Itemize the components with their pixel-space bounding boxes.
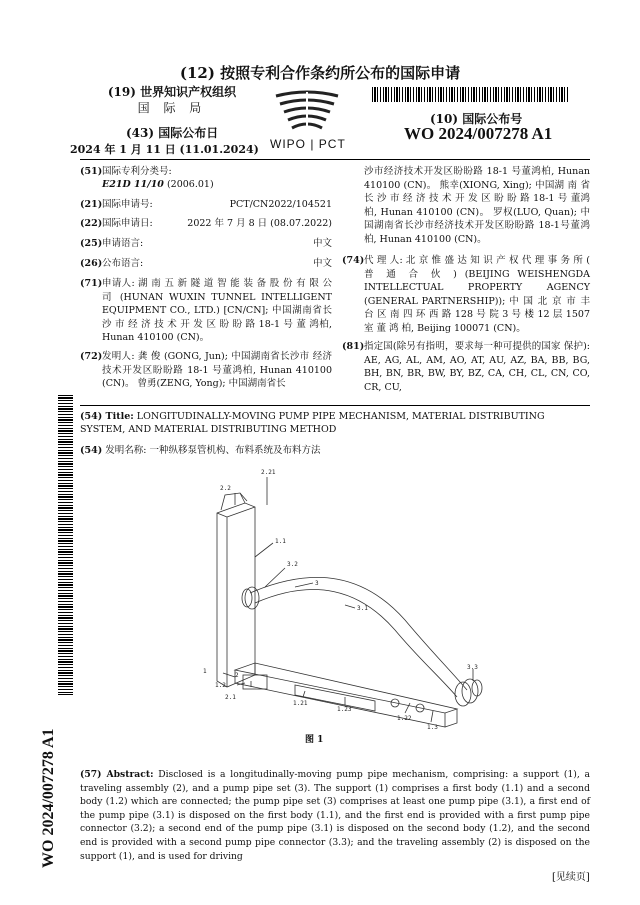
figure-label-1-23: 1.23 xyxy=(337,706,352,713)
figure-label-1-1: 1.1 xyxy=(275,538,286,545)
org-line1: 世界知识产权组织 xyxy=(140,85,237,99)
abstract: (57) Abstract: Disclosed is a longitudinally-moving pump pipe mechanism, comprising: a support (1), a traveling assembly (2), and a pump pipe set (3). The support (1) comprises a first body (1.1) and a second body (1.2) which are connected; the pump pipe set (3) comprises at least one pump pipe (3.1), a first end of the pump pipe (3.1) is disposed on the first body (1.1), and the first end is provided with a first pump pipe connector (3.2); a second end of the pump pipe (3.1) is disposed on the second body (1.2), and the second end is provided with a second pump pipe connector (3.3); and the traveling assembly (2) is disposed on the support (1), and is used for driving xyxy=(80,769,591,862)
side-publication-number: WO 2024/007278 A1 xyxy=(40,728,57,868)
figure-caption: 图 1 xyxy=(305,735,324,745)
figure-label-1-2: 1.2 xyxy=(215,682,226,689)
field-21: (21) 国际申请号: PCT/CN2022/104521 xyxy=(80,199,332,210)
field-25: (25) 申请语言: 中文 xyxy=(80,238,332,249)
figure-label-3-3: 3.3 xyxy=(467,664,478,671)
field-22: (22) 国际申请日: 2022 年 7 月 8 日 (08.07.2022) xyxy=(80,218,332,229)
figure-label-2-1: 2.1 xyxy=(225,694,236,701)
left-column: (51) 国际专利分类号: E21D 11/10 (2006.01) (21) 国际申请号: PCT/CN2022/104521 (22) 国际申请日: 2022 年 7 月 8 日 (08.07.2022) (25) 申请语言: 中文 (26) 公布语言: 中文 (71) 申请人: 湖 南 五 新 隧 道 智 能 装 备 股 份 有 限 公 司 (HUNAN WUXIN TUNNEL INTELLIGENT EQUIPMENT CO., LTD.) [CN/CN]; 中国湖南省长 沙 市 经 济 技 术 开 发 区 盼 盼 路 18-1 号 董 鸿柏, Hunan 410100 (CN)。 (72) 发明人: 龚 俊 (GONG, Jun); 中国湖南省长沙市 经济技术开发区盼盼路 18-1 号董鸿柏, Hunan 410100 (CN)。 曾勇(ZENG, Yong); 中国湖南省长 xyxy=(80,166,332,389)
publication-date-label: (43) 国际公布日 xyxy=(126,126,219,140)
figure-label-1-22: 1.22 xyxy=(397,715,412,722)
figure-label-3-2: 3.2 xyxy=(287,561,298,568)
field-26: (26) 公布语言: 中文 xyxy=(80,258,332,269)
figure-label-3: 3 xyxy=(315,580,319,587)
patent-figure-drawing xyxy=(195,465,505,730)
document-title: (12) 按照专利合作条约所公布的国际申请 xyxy=(179,64,461,82)
continued-marker: [见续页] xyxy=(552,872,590,883)
figure-label-2-2: 2.2 xyxy=(220,485,231,492)
title-chinese: (54) 发明名称: 一种纵移泵管机构、布料系统及布料方法 xyxy=(80,445,321,456)
body-divider xyxy=(80,405,590,406)
figure-label-1-3: 1.3 xyxy=(427,724,438,730)
figure-label-2-21: 2.21 xyxy=(261,469,276,476)
organization-name xyxy=(92,84,252,116)
figure-label-1-21: 1.21 xyxy=(293,700,308,707)
figure-label-1: 1 xyxy=(203,668,207,675)
org-line2: 国 际 局 xyxy=(137,101,207,115)
header-barcode xyxy=(372,87,568,102)
field-72-continued: 沙市经济技术开发区盼盼路 18-1 号董鸿柏, Hunan 410100 (CN)。 熊幸(XIONG, Xing); 中国湖 南 省 长 沙 市 经 济 技 术 开 发 区 盼 盼 路 18-1 号 董鸿柏, Hunan 410100 (CN)。 罗权(LUO, Quan); 中国湖南省长沙市经济技术开发区盼盼路 18-1号董鸿柏, Hunan 410100 (CN)。 xyxy=(364,166,590,245)
title-english: (54) Title: LONGITUDINALLY-MOVING PUMP PIPE MECHANISM, MATERIAL DISTRIBUTING SYSTEM, AND MATERIAL DISTRIBUTING METHOD xyxy=(80,411,545,435)
publication-date: 2024 年 1 月 11 日 (11.01.2024) xyxy=(70,143,259,156)
wipo-logo-icon xyxy=(272,90,342,140)
org-code: (19) xyxy=(107,85,136,99)
publication-number-label: (10) 国际公布号 xyxy=(430,112,523,126)
figure-label-2: 2 xyxy=(235,672,239,679)
right-column: 沙市经济技术开发区盼盼路 18-1 号董鸿柏, Hunan 410100 (CN)。 熊幸(XIONG, Xing); 中国湖 南 省 长 沙 市 经 济 技 术 开 发 区 盼 盼 路 18-1 号 董鸿柏, Hunan 410100 (CN)。 罗权(LUO, Quan); 中国湖南省长沙市经济技术开发区盼盼路 18-1号董鸿柏, Hunan 410100 (CN)。 (74) 代 理 人: 北 京 惟 盛 达 知 识 产 权 代 理 事 务 所 ( 普 通 合 伙 ) (BEIJING WEISHENGDA INTELLECTUAL PROPERTY AGENCY (GENERAL PARTNERSHIP)); 中 国 北 京 市 丰 台 区 南 四 环 西 路 128 号 院 3 号 楼 12 层 1507 室 董 鸿 柏, Beijing 100071 (CN)。 (81) 指定国(除另有指明，要求每一种可提供的国家 保护): AE, AG, AL, AM, AO, AT, AU, AZ, BA, BB, BG, BH, BN, BR, BW, BY, BZ, CA, CH, CL, CN, CO, CR, CU, xyxy=(342,166,590,393)
wipo-pct-wordmark: WIPO | PCT xyxy=(270,137,346,151)
header-divider xyxy=(80,159,590,160)
figure-label-3-1: 3.1 xyxy=(357,605,368,612)
publication-number: WO 2024/007278 A1 xyxy=(404,124,553,143)
side-barcode xyxy=(58,395,73,695)
